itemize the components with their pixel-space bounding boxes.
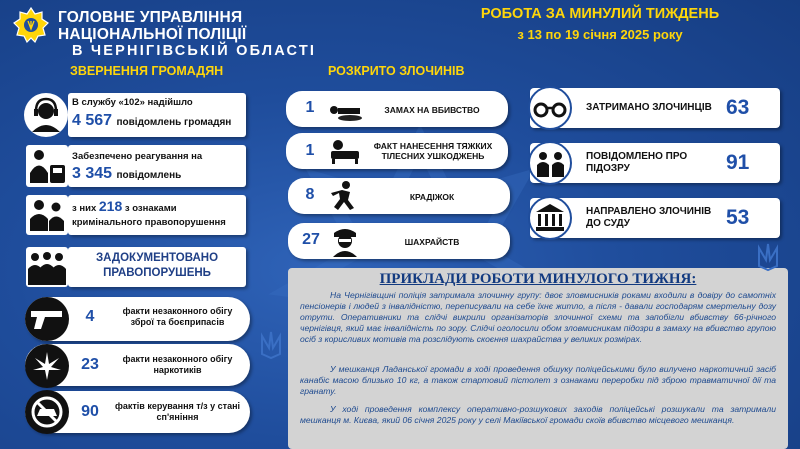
court-label: НАПРАВЛЕНО ЗЛОЧИНІВ ДО СУДУ [586,206,712,229]
weapons-label: факти незаконного обігу зброї та боєприпасів [122,306,233,327]
organization-title: ГОЛОВНЕ УПРАВЛІННЯ НАЦІОНАЛЬНОЇ ПОЛІЦІЇ В ЧЕРНІГІВСЬКІЙ ОБЛАСТІ [58,9,317,59]
drugs-label: факти незаконного обігу наркотиків [122,354,233,375]
response-label: Забезпечено реагування на [72,151,203,162]
documented-title: ЗАДОКУМЕНТОВАНО ПРАВОПОРУШЕНЬ [95,252,219,279]
attempted-murder-value: 1 [305,99,315,116]
injuries-label: ФАКТ НАНЕСЕННЯ ТЯЖКИХ ТІЛЕСНИХ УШКОДЖЕНЬ [373,141,493,161]
police-star-logo-icon [13,7,49,43]
calls-label: В службу «102» надійшло [72,97,193,108]
suspicion-value: 91 [726,151,750,174]
fraud-label: ШАХРАЙСТВ [404,237,460,247]
masked-fraudster-icon [330,225,360,257]
documented-card [68,247,246,287]
court-value: 53 [726,206,750,229]
examples-panel [288,268,788,449]
calls-number: 4 567 [72,112,113,129]
weapons-value: 4 [85,308,95,325]
calls-card [68,93,246,137]
police-group-icon [24,245,70,289]
cannabis-leaf-icon [31,350,63,382]
response-suffix: повідомлень [116,170,182,181]
example-paragraph-2: У мешканця Ладанської громади в ході проведення обшуку поліцейськими було вилучено наркотичний засіб канабіс масою близько 10 кг, а також стартовий пістолет з ознаками переробки під зброю травматичної дії та гранату. [300,364,776,396]
thefts-label: КРАДІЖОК [409,192,455,202]
drunk-driving-label: фактів керування т/з у стані сп'яніння [115,401,241,422]
calls-suffix: повідомлень громадян [116,117,232,128]
officers-icon [24,193,70,237]
detained-label: ЗАТРИМАНО ЗЛОЧИНЦІВ [586,102,712,113]
trident-watermark-icon [755,242,781,272]
no-drunk-driving-icon [29,394,65,430]
running-thief-icon [328,180,358,212]
thefts-value: 8 [305,186,315,203]
response-card [68,145,246,187]
drugs-value: 23 [81,356,99,373]
week-title: РОБОТА ЗА МИНУЛИЙ ТИЖДЕНЬ [480,6,720,22]
injured-person-icon [328,137,362,165]
period-subtitle: з 13 по 19 січня 2025 року [517,27,683,42]
courthouse-icon [528,196,572,240]
example-paragraph-3: У ході проведення комплексу оперативно-розшукових заходів поліцейські розшукали та затримали мешканця м. Києва, який 06 січня 2025 року у селі Макіївської громади скоїв вбивство місцевого мешканця. [300,404,776,425]
suspicion-notice-icon [528,141,572,185]
crime-number: 218 [98,198,123,214]
response-number: 3 345 [72,165,113,182]
victim-body-icon [326,96,364,122]
injuries-value: 1 [305,142,315,159]
police-car-response-icon [24,143,70,189]
suspicion-label: ПОВІДОМЛЕНО ПРО ПІДОЗРУ [586,151,688,174]
examples-title: ПРИКЛАДИ РОБОТИ МИНУЛОГО ТИЖНЯ: [379,271,697,287]
handcuffs-icon [528,86,572,130]
example-paragraph-1: На Чернігівщині поліція затримала злочинну групу: двоє зловмисників роками входили в довіру до самотніх пенсіонерів і людей з інвалідністю, переписували на себе їхнє житло, а після - давали господарям смертельну дозу отрути. Оперативники та слідчі викрили організаторів злочинної схеми та запобігли вбивству 66-річного чернігівця, який має інвалідність по зору. Слідчі оголосили обом зловмисникам підозри в замаху на вбивство групою осіб з корисливих мотивів та розслідують скоєння шахрайства у великих розмірах. [300,290,776,344]
crime-suffix: з ознаками [124,203,177,214]
detained-value: 63 [726,96,750,119]
drunk-driving-value: 90 [81,403,99,420]
solved-section-title: РОЗКРИТО ЗЛОЧИНІВ [328,64,465,78]
crime-signs-card [68,195,246,235]
crime-line2: кримінального правопорушення [72,217,226,228]
trident-watermark-icon [258,330,284,360]
pistol-icon [29,307,65,331]
operator-headset-icon [23,92,69,138]
fraud-value: 27 [302,231,320,248]
crime-prefix: з них [72,203,97,214]
appeals-section-title: ЗВЕРНЕННЯ ГРОМАДЯН [70,64,224,78]
attempted-murder-label: ЗАМАХ НА ВБИВСТВО [384,105,480,115]
